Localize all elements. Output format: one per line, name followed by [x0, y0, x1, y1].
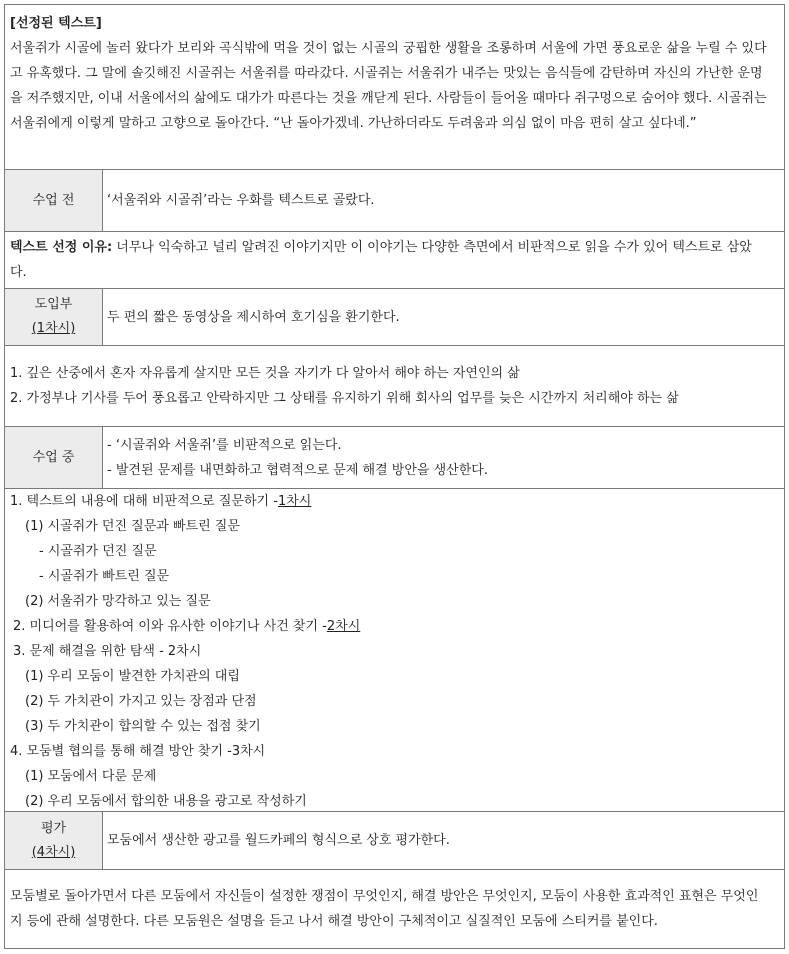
lesson-plan-table: [4, 4, 785, 949]
evaluation-session: (4차시): [31, 844, 76, 860]
selected-text-line: 을 저주했지만, 이내 서울에서의 삶에도 대가가 따른다는 것을 깨닫게 된다. 사람들이 들어올 때마다 쥐구멍으로 숨어야 했다. 시골쥐는: [10, 91, 767, 106]
closing-line: 지 등에 관해 설명한다. 다른 모둠원은 설명을 듣고 나서 해결 방안이 구체적이고 실질적인 모둠에 스티커를 붙인다.: [10, 914, 658, 929]
closing-line: 모둠별로 돌아가면서 다른 모둠에서 자신들이 설정한 쟁점이 무엇인지, 해결 방안은 무엇인지, 모둠이 사용한 효과적인 표현은 무엇인: [10, 889, 759, 904]
during-class-row: [5, 426, 784, 488]
list-item: 2. 가정부나 기사를 두어 풍요롭고 안락하지만 그 상태를 유지하기 위해 회사의 업무를 늦은 시간까지 처리해야 하는 삶: [10, 391, 679, 406]
during-class-values: [107, 427, 780, 488]
activity-session: 2차시: [326, 619, 361, 634]
selected-text-line: 고 유혹했다. 그 말에 솔깃해진 시골쥐는 서울쥐를 따라갔다. 시골쥐는 서울쥐가 내주는 맛있는 음식들에 감탄하며 자신의 가난한 운명: [10, 66, 763, 81]
activity-item: [10, 489, 780, 514]
reason-text-continued: 다.: [10, 265, 27, 280]
video-list: [5, 345, 784, 426]
reason-label: 텍스트 선정 이유:: [10, 240, 113, 255]
activity-subitem: (1) 우리 모둠이 발견한 가치관의 대립: [25, 669, 240, 684]
activity-subitem: (2) 두 가치관이 가지고 있는 장점과 단점: [25, 694, 257, 709]
before-class-row: [5, 169, 784, 231]
intro-label: 도입부: [34, 297, 73, 312]
activity-subitem: (1) 시골쥐가 던진 질문과 빠트린 질문: [25, 519, 240, 534]
selected-text-section: [5, 5, 784, 169]
activity-subitem: (3) 두 가치관이 합의할 수 있는 접점 찾기: [25, 719, 261, 734]
closing-section: [5, 869, 784, 948]
activity-text: 2. 미디어를 활용하여 이와 유사한 이야기나 사건 찾기 -: [13, 619, 327, 634]
selected-text-line: 서울쥐가 시골에 놀러 왔다가 보리와 곡식밖에 먹을 것이 없는 시골의 궁핍한 생활을 조롱하며 서울에 가면 풍요로운 삶을 누릴 수 있다: [10, 41, 767, 56]
during-class-label: 수업 중: [5, 427, 103, 488]
activity-subitem: (2) 서울쥐가 망각하고 있는 질문: [25, 594, 211, 609]
list-item: - 발견된 문제를 내면화하고 협력적으로 문제 해결 방안을 생산한다.: [107, 462, 488, 478]
activity-subitem: - 시골쥐가 던진 질문: [39, 544, 157, 559]
activity-text: 1. 텍스트의 내용에 대해 비판적으로 질문하기 -: [10, 494, 278, 509]
list-item: 1. 깊은 산중에서 혼자 자유롭게 살지만 모든 것을 자기가 다 알아서 해야 하는 자연인의 삶: [10, 366, 520, 381]
evaluation-row: [5, 811, 784, 869]
intro-row: [5, 288, 784, 345]
intro-session: (1차시): [31, 321, 76, 336]
reason-text: 너무나 익숙하고 널리 알려진 이야기지만 이 이야기는 다양한 측면에서 비판적으로 읽을 수가 있어 텍스트로 삼았: [112, 240, 752, 255]
activity-item: [10, 614, 780, 639]
selected-text-line: 서울쥐에게 이렇게 말하고 고향으로 돌아간다. “난 돌아가겠네. 가난하더라도 두려움과 의심 없이 마음 편히 살고 싶다네.”: [10, 116, 697, 131]
intro-value: 두 편의 짧은 동영상을 제시하여 호기심을 환기한다.: [107, 309, 400, 325]
evaluation-value: 모둠에서 생산한 광고를 월드카페의 형식으로 상호 평가한다.: [107, 833, 450, 848]
activity-subitem: (1) 모둠에서 다룬 문제: [25, 769, 157, 784]
activity-list: [5, 488, 784, 811]
selected-text-title: [선정된 텍스트]: [10, 16, 102, 31]
activity-subitem: - 시골쥐가 빠트린 질문: [39, 569, 170, 584]
activity-item: 3. 문제 해결을 위한 탐색 - 2차시: [13, 644, 202, 659]
evaluation-label: 평가: [40, 820, 67, 836]
intro-label-cell: [5, 289, 103, 345]
evaluation-label-cell: [5, 812, 103, 869]
activity-subitem: (2) 우리 모둠에서 합의한 내용을 광고로 작성하기: [25, 794, 307, 809]
activity-item: 4. 모둠별 협의를 통해 해결 방안 찾기 -3차시: [10, 744, 266, 759]
activity-session: 1차시: [277, 494, 312, 509]
reason-section: [5, 231, 784, 288]
before-class-label: 수업 전: [5, 170, 103, 231]
before-class-value: ‘서울쥐와 시골쥐’라는 우화를 텍스트로 골랐다.: [107, 193, 375, 208]
list-item: - ‘시골쥐와 서울쥐’를 비판적으로 읽는다.: [107, 437, 342, 453]
